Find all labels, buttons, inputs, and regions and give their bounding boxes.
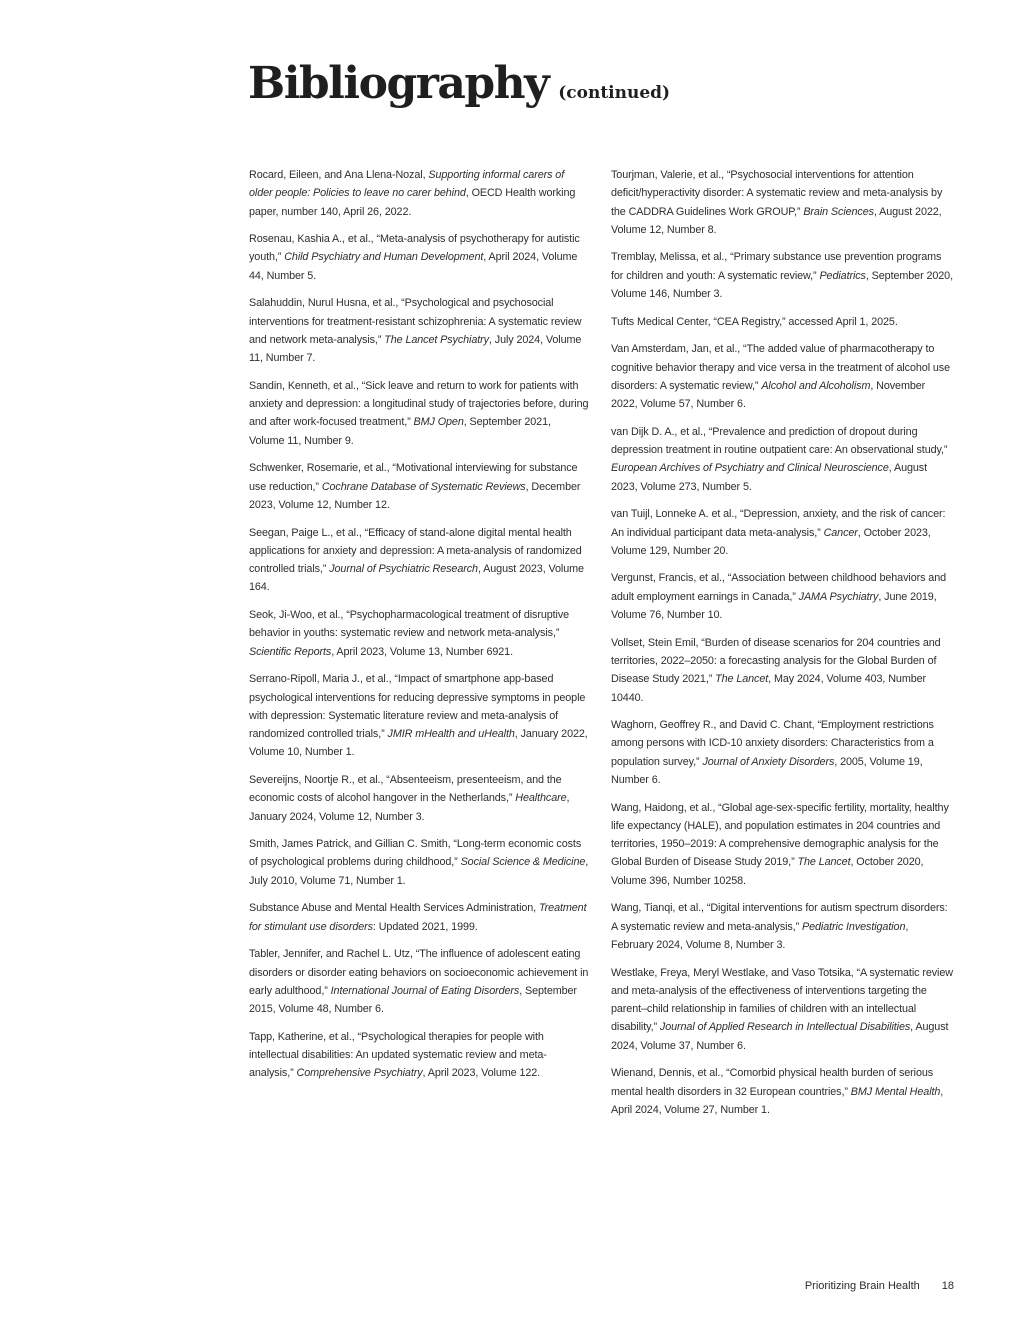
entry-citation-text: van Dijk D. A., et al., “Prevalence and prediction of dropout during depression treatment in routine outpatient care: An observational study,” [611, 425, 948, 457]
entry-source-title: Cancer [823, 526, 858, 539]
bibliography-entry [249, 377, 589, 450]
entry-citation-text: Sandin, Kenneth, et al., “Sick leave and return to work for patients with anxiety and depression: a longitudinal study of trajectories before, during and after work-focused treatment,” [249, 379, 589, 429]
entry-citation-text: Vergunst, Francis, et al., “Association between childhood behaviors and adult employment earnings in Canada,” [611, 572, 947, 603]
entry-citation-details: , July 2010, Volume 71, Number 1. [249, 856, 589, 887]
entry-citation-text: Wienand, Dennis, et al., “Comorbid physical health burden of serious mental health disorders in 32 European countries,” [611, 1067, 934, 1098]
entry-source-title: Treatment for stimulant use disorders [249, 902, 587, 933]
bibliography-entry [611, 1064, 953, 1119]
entry-source-title: Comprehensive Psychiatry [296, 1067, 423, 1080]
entry-citation-text: Vollset, Stein Emil, “Burden of disease scenarios for 204 countries and territories, 2022–2050: a forecasting analysis for the Global Burden of Disease Study 2021,” [611, 636, 941, 686]
entry-citation-text: Salahuddin, Nurul Husna, et al., “Psychological and psychosocial interventions for treatment-resistant schizophrenia: A systematic review and network meta-analysis,” [249, 297, 582, 346]
entry-citation-text: Tufts Medical Center, “CEA Registry,” accessed April 1, 2025. [611, 315, 898, 328]
entry-citation-details: , April 2024, Volume 44, Number 5. [249, 251, 578, 282]
entry-citation-details: , August 2023, Volume 273, Number 5. [611, 462, 927, 493]
entry-citation-details: , April 2023, Volume 13, Number 6921. [331, 645, 513, 658]
entry-citation-details: , May 2024, Volume 403, Number 10440. [611, 673, 927, 704]
bibliography-entry [611, 313, 953, 331]
entry-source-title: Journal of Applied Research in Intellectual Disabilities [659, 1021, 911, 1034]
entry-citation-text: Rosenau, Kashia A., et al., “Meta-analysis of psychotherapy for autistic youth,” [249, 233, 580, 264]
entry-citation-text: Rocard, Eileen, and Ana Llena-Nozal, [249, 169, 429, 181]
entry-citation-details: , September 2021, Volume 11, Number 9. [249, 416, 551, 447]
bibliography-entry [611, 248, 953, 303]
page-header [248, 58, 670, 109]
entry-source-title: International Journal of Eating Disorders [330, 984, 520, 997]
entry-citation-details: , November 2022, Volume 57, Number 6. [611, 379, 926, 411]
bibliography-entry [611, 423, 953, 496]
entry-citation-details: , August 2023, Volume 164. [249, 563, 584, 594]
entry-citation-details: , July 2024, Volume 11, Number 7. [249, 333, 582, 365]
entry-citation-details: , October 2023, Volume 129, Number 20. [611, 526, 931, 557]
entry-source-title: Cochrane Database of Systematic Reviews [321, 480, 526, 493]
bibliography-entry [611, 716, 953, 789]
entry-citation-text: Smith, James Patrick, and Gillian C. Smith, “Long-term economic costs of psychological problems during childhood,” [249, 838, 582, 869]
page-number: 18 [941, 1280, 954, 1292]
bibliography-entry [611, 569, 953, 624]
entry-citation-details: , October 2020, Volume 396, Number 10258. [611, 856, 924, 887]
entry-citation-details: , September 2015, Volume 48, Number 6. [249, 984, 577, 1016]
entry-citation-text: Wang, Tianqi, et al., “Digital interventions for autism spectrum disorders: A systematic review and meta-analysis,” [611, 902, 948, 933]
entry-citation-details: , April 2024, Volume 27, Number 1. [611, 1085, 944, 1116]
entry-source-title: Brain Sciences [803, 205, 874, 218]
entry-source-title: The Lancet Psychiatry [384, 333, 489, 346]
entry-citation-text: Westlake, Freya, Meryl Westlake, and Vaso Totsika, “A systematic review and meta-analysis of the effectiveness of interventions targeting the parent–child relationship in families of children with an intellectual disability,” [611, 966, 953, 1034]
entry-citation-details: , OECD Health working paper, number 140, April 26, 2022. [249, 187, 576, 218]
entry-source-title: JMIR mHealth and uHealth [387, 728, 515, 741]
entry-citation-details: , August 2022, Volume 12, Number 8. [611, 205, 942, 236]
entry-source-title: Scientific Reports [249, 645, 332, 658]
entry-citation-text: Tremblay, Melissa, et al., “Primary substance use prevention programs for children and youth: A systematic review,” [611, 251, 942, 282]
bibliography-entry [611, 505, 953, 560]
bibliography-entry [249, 230, 589, 285]
entry-citation-details: , June 2019, Volume 76, Number 10. [611, 590, 937, 622]
entry-source-title: Pediatrics [819, 269, 866, 282]
entry-citation-text: Tourjman, Valerie, et al., “Psychosocial interventions for attention deficit/hyperactivity disorder: A systematic review and meta-analysis by the CADDRA Guidelines Work GROUP,” [611, 169, 943, 218]
entry-source-title: The Lancet [797, 856, 851, 869]
entry-source-title: Pediatric Investigation [802, 920, 906, 933]
bibliography-column-left [249, 166, 589, 1092]
page-title: Bibliography [248, 58, 549, 109]
entry-source-title: BMJ Mental Health [850, 1085, 941, 1098]
entry-source-title: Child Psychiatry and Human Development [284, 251, 484, 264]
page-footer [805, 1280, 954, 1292]
entry-citation-text: Serrano-Ripoll, Maria J., et al., “Impact of smartphone app-based psychological interventions for reducing depressive symptoms in people with depression: Systematic literature review and meta-analysis of randomized controlled trials,” [249, 673, 586, 741]
entry-citation-details: , January 2022, Volume 10, Number 1. [249, 728, 588, 759]
bibliography-entry [249, 771, 589, 826]
bibliography-entry [611, 964, 953, 1055]
entry-citation-details: : Updated 2021, 1999. [372, 920, 478, 933]
entry-source-title: European Archives of Psychiatry and Clinical Neuroscience [611, 462, 889, 475]
bibliography-entry [249, 459, 589, 514]
bibliography-entry [249, 945, 589, 1018]
entry-citation-text: Van Amsterdam, Jan, et al., “The added value of pharmacotherapy to cognitive behavior therapy and vice versa in the treatment of alcohol use disorders: A systematic review,” [611, 343, 951, 392]
entry-citation-text: Tabler, Jennifer, and Rachel L. Utz, “The influence of adolescent eating disorders or disorder eating behaviors on socioeconomic achievement in early adulthood,” [249, 948, 589, 997]
entry-citation-text: Substance Abuse and Mental Health Services Administration, [249, 902, 539, 915]
bibliography-entry [249, 294, 589, 367]
bibliography-entry [611, 634, 953, 707]
bibliography-column-right [611, 166, 953, 1129]
bibliography-entry [249, 524, 589, 597]
entry-source-title: BMJ Open [413, 416, 464, 429]
bibliography-entry [249, 899, 589, 936]
entry-citation-text: Seegan, Paige L., et al., “Efficacy of stand-alone digital mental health applications for anxiety and depression: A meta-analysis of randomized controlled trials,” [249, 526, 582, 576]
bibliography-entry [611, 799, 953, 890]
entry-citation-details: , December 2023, Volume 12, Number 12. [249, 480, 581, 511]
bibliography-entry [249, 1028, 589, 1083]
entry-citation-details: , 2005, Volume 19, Number 6. [611, 755, 923, 786]
entry-citation-text: van Tuijl, Lonneke A. et al., “Depression, anxiety, and the risk of cancer: An individual participant data meta-analysis,” [611, 508, 946, 539]
page-subtitle: (continued) [558, 83, 671, 103]
entry-citation-text: Tapp, Katherine, et al., “Psychological therapies for people with intellectual disabilities: An updated systematic review and meta-analysis,” [249, 1030, 547, 1080]
bibliography-entry [249, 670, 589, 761]
entry-citation-text: Wang, Haidong, et al., “Global age-sex-specific fertility, mortality, healthy life expectancy (HALE), and population estimates in 204 countries and territories, 1950–2019: A comprehensive demographic analysis for the Global Burden of Disease Study 2019,” [611, 801, 949, 869]
entry-citation-details: , April 2023, Volume 122. [422, 1067, 541, 1080]
entry-source-title: Healthcare [515, 792, 567, 805]
entry-source-title: Social Science & Medicine [460, 856, 586, 869]
bibliography-entry [249, 166, 589, 221]
entry-citation-text: Waghorn, Geoffrey R., and David C. Chant, “Employment restrictions among persons with ICD-10 anxiety disorders: Characteristics from a population survey,” [611, 719, 934, 768]
bibliography-entry [249, 606, 589, 661]
bibliography-entry [249, 835, 589, 890]
entry-source-title: JAMA Psychiatry [798, 590, 879, 603]
entry-citation-details: , February 2024, Volume 8, Number 3. [611, 920, 909, 951]
entry-source-title: Journal of Anxiety Disorders [702, 755, 835, 768]
bibliography-entry [611, 166, 953, 239]
entry-source-title: The Lancet [715, 673, 769, 686]
entry-source-title: Alcohol and Alcoholism [761, 379, 871, 392]
entry-citation-details: , September 2020, Volume 146, Number 3. [611, 269, 953, 301]
entry-source-title: Supporting informal carers of older people: Policies to leave no carer behind [249, 169, 565, 200]
bibliography-entry [611, 340, 953, 413]
entry-citation-text: Severeijns, Noortje R., et al., “Absenteeism, presenteeism, and the economic costs of alcohol hangover in the Netherlands,” [249, 773, 562, 805]
footer-publication-title: Prioritizing Brain Health [804, 1280, 920, 1292]
entry-citation-details: , January 2024, Volume 12, Number 3. [249, 792, 570, 823]
bibliography-entry [611, 899, 953, 954]
entry-citation-text: Schwenker, Rosemarie, et al., “Motivational interviewing for substance use reduction,” [249, 462, 578, 493]
entry-citation-details: , August 2024, Volume 37, Number 6. [611, 1021, 949, 1052]
entry-citation-text: Seok, Ji-Woo, et al., “Psychopharmacological treatment of disruptive behavior in youths: systematic review and network meta-analysis,” [249, 609, 570, 640]
entry-source-title: Journal of Psychiatric Research [329, 563, 478, 576]
